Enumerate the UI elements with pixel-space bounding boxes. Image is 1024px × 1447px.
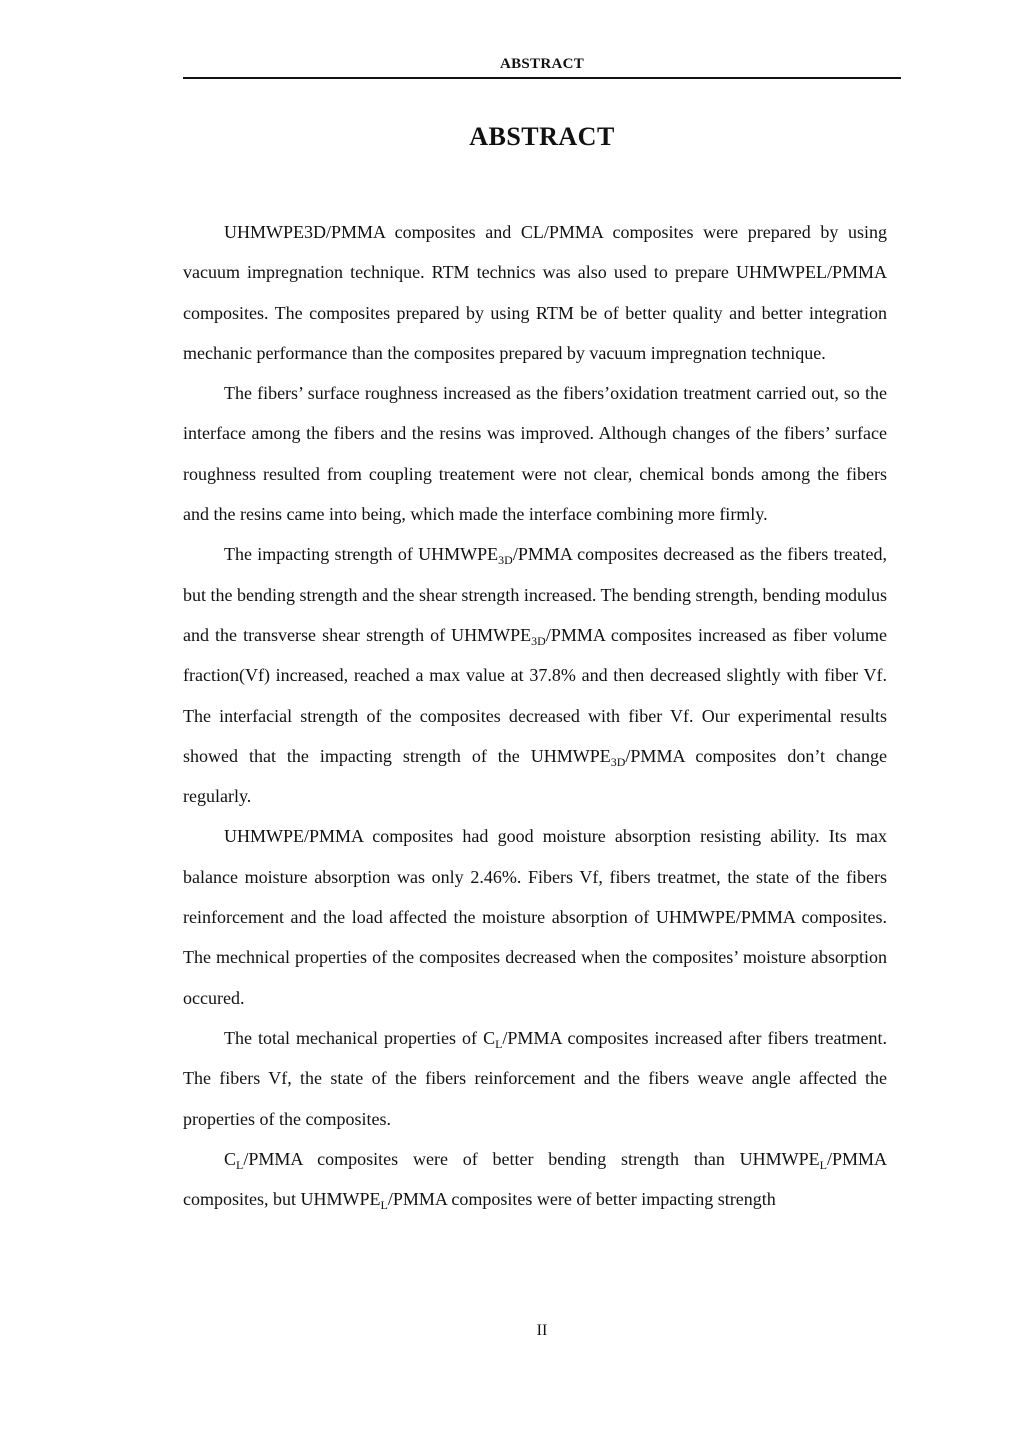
paragraph-text: UHMWPE3D/PMMA composites and CL/PMMA composites were prepared by using vacuum impregnation technique. RTM technics was also used to prepare UHMWPEL/PMMA composites. The composites prepared by using RTM be of better quality and better integration mechanic performance than the composites prepared by vacuum impregnation technique. [183,222,887,363]
subscript-text: L [236,1157,244,1172]
paragraph-text: The impacting strength of UHMWPE [224,544,499,565]
abstract-paragraph [183,534,887,816]
subscript-text: L [495,1036,503,1051]
header-rule [183,77,901,79]
abstract-body [183,212,887,1219]
abstract-paragraph [183,212,887,373]
abstract-paragraph [183,1018,887,1139]
paragraph-text: The fibers’ surface roughness increased as the fibers’oxidation treatment carried out, so the interface among the fibers and the resins was improved. Although changes of the fibers’ surface roughness resulted from coupling treatement were not clear, chemical bonds among the fibers and the resins came into being, which made the interface combining more firmly. [183,383,887,525]
subscript-text: L [819,1157,827,1172]
subscript-text: 3D [531,633,546,648]
subscript-text: 3D [498,553,513,568]
paragraph-text: /PMMA composites increased after fibers treatment. The fibers Vf, the state of the fibers reinforcement and the fibers weave angle affected the properties of the composites. [183,1027,887,1129]
paragraph-text: /PMMA composites were of better bending strength than UHMWPE [243,1148,820,1169]
subscript-text: L [380,1198,388,1213]
paragraph-text: C [224,1148,237,1169]
paragraph-text: /PMMA composites don’t change regularly. [183,745,887,807]
page-title: ABSTRACT [469,122,615,151]
paragraph-text: /PMMA composites decreased as the fibers treated, but the bending strength and the shear strength increased. The bending strength, bending modulus and the transverse shear strength of UHMWPE [183,544,888,645]
paragraph-text: /PMMA composites, but UHMWPE [183,1148,887,1210]
abstract-paragraph [183,1139,887,1220]
running-header: ABSTRACT [499,56,585,72]
paragraph-text: /PMMA composites were of better impacting strength [387,1189,776,1210]
subscript-text: 3D [610,754,626,769]
paragraph-text: /PMMA composites increased as fiber volume fraction(Vf) increased, reached a max value at 37.8% and then decreased slightly with fiber Vf. The interfacial strength of the composites decreased with fiber Vf. Our experimental results showed that the impacting strength of the UHMWPE [183,624,887,766]
page-number: II [536,1322,548,1339]
paragraph-text: UHMWPE/PMMA composites had good moisture absorption resisting ability. Its max balance moisture absorption was only 2.46%. Fibers Vf, fibers treatmet, the state of the fibers reinforcement and the load affected the moisture absorption of UHMWPE/PMMA composites. The mechnical properties of the composites decreased when the composites’ moisture absorption occured. [183,826,887,1008]
paragraph-text: The total mechanical properties of C [224,1027,496,1048]
abstract-paragraph [183,373,887,534]
abstract-paragraph [183,816,887,1017]
